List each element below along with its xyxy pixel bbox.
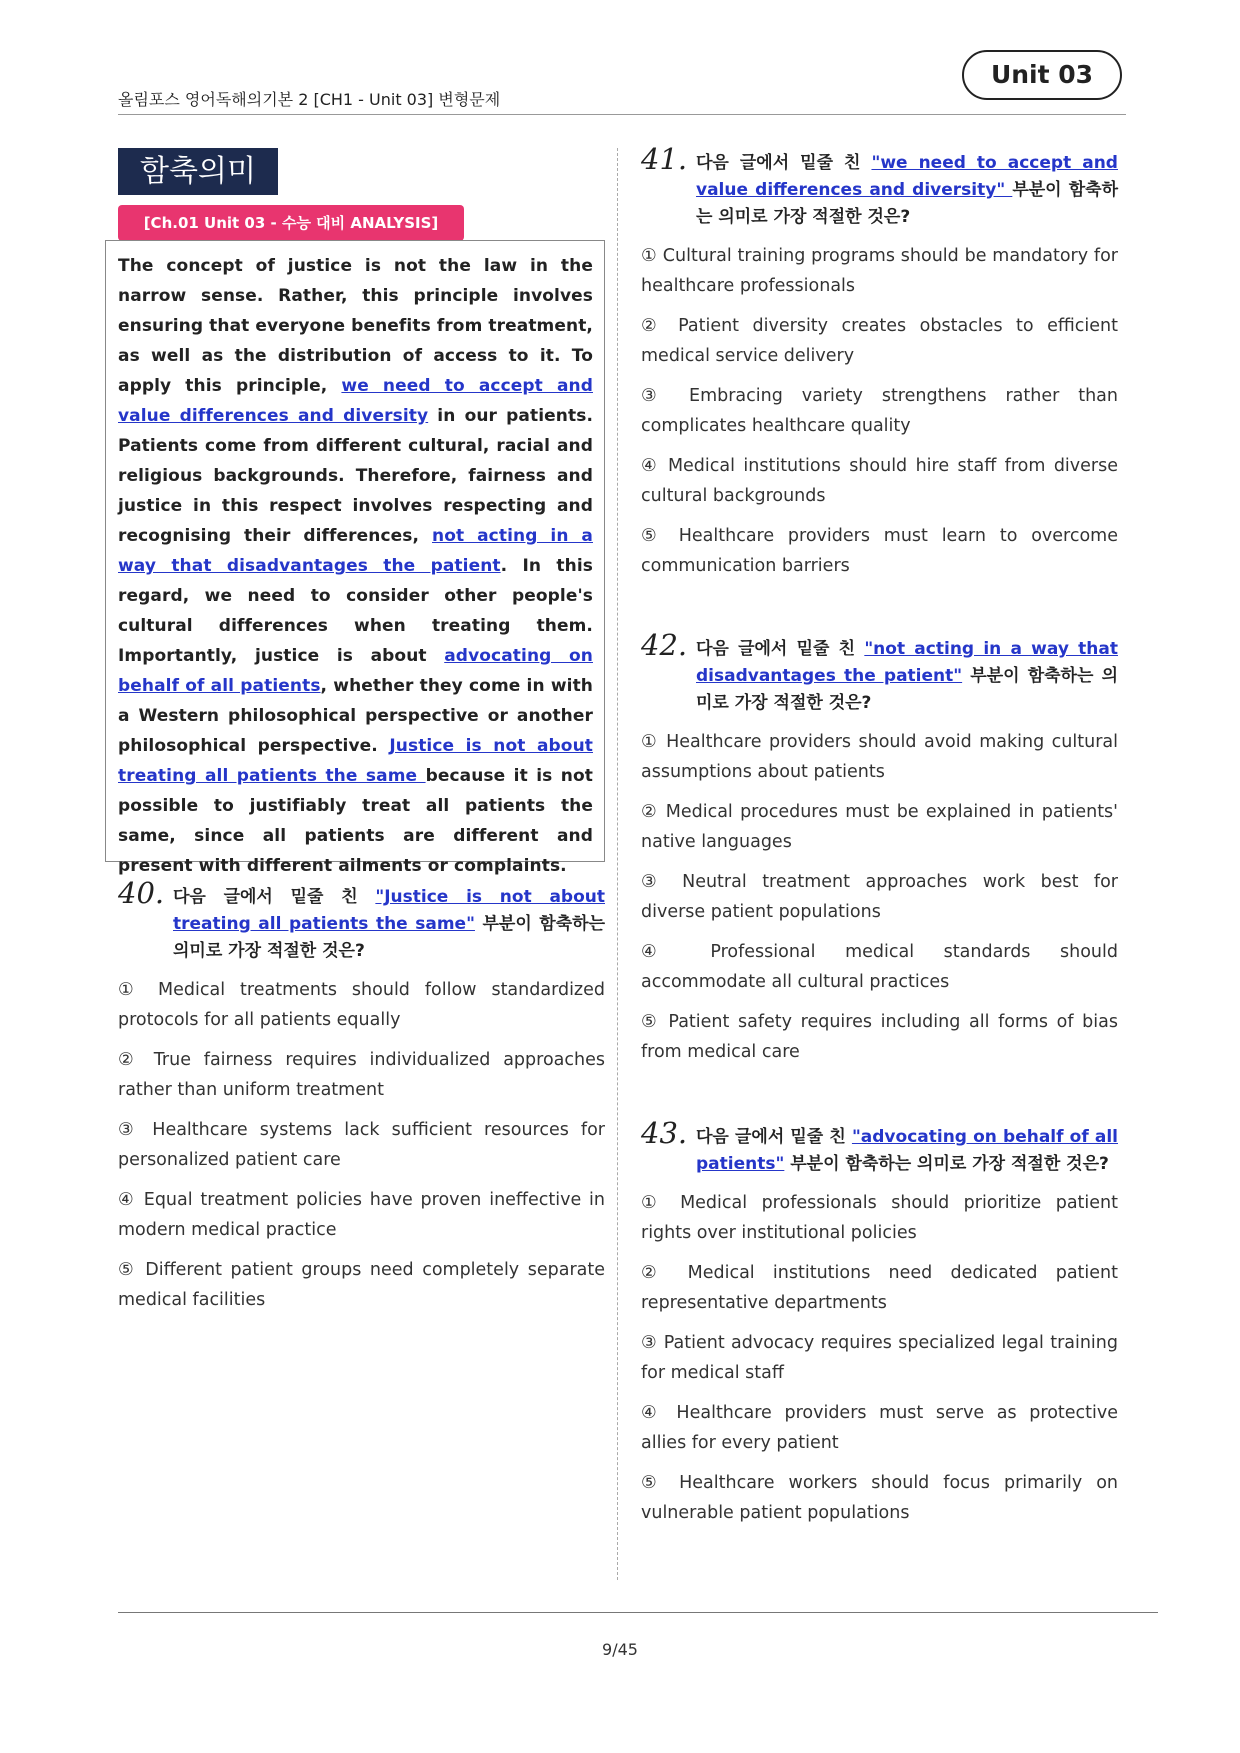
option-list [641,241,1118,581]
question-number: 42. [641,628,688,662]
underlined-phrase-40: Justice is not about treating all patients the same [118,736,593,786]
question-head [641,628,1118,717]
option-3[interactable]: ③ Neutral treatment approaches work best for diverse patient populations [641,872,1118,922]
passage-text: The concept of justice is not the law in the narrow sense. Rather, this principle involves ensuring that everyone benefits from treatment, as well as the distribution of access to it. To apply this principle, [118,256,593,396]
question-head [641,142,1118,231]
option-3[interactable]: ③ Patient advocacy requires specialized legal training for medical staff [641,1333,1118,1383]
option-4[interactable]: ④ Equal treatment policies have proven ineffective in modern medical practice [118,1190,605,1240]
question-40 [118,876,605,1325]
question-prompt: 다음 글에서 밑줄 친 "we need to accept and value differences and diversity" 부분이 함축하는 의미로 가장 적절한 것은? [696,153,1118,227]
question-head [118,876,605,965]
question-quote: "not acting in a way that disadvantages the patient" [696,639,1118,686]
question-number: 43. [641,1116,688,1150]
option-5[interactable]: ⑤ Patient safety requires including all forms of bias from medical care [641,1012,1118,1062]
option-4[interactable]: ④ Healthcare providers must serve as protective allies for every patient [641,1403,1118,1453]
option-4[interactable]: ④ Medical institutions should hire staff from diverse cultural backgrounds [641,456,1118,506]
unit-badge: Unit 03 [962,50,1122,100]
underlined-phrase-41: we need to accept and value differences and diversity [118,376,593,426]
option-5[interactable]: ⑤ Healthcare workers should focus primarily on vulnerable patient populations [641,1473,1118,1523]
option-3[interactable]: ③ Healthcare systems lack sufficient resources for personalized patient care [118,1120,605,1170]
analysis-tag: [Ch.01 Unit 03 - 수능 대비 ANALYSIS] [118,205,464,241]
option-4[interactable]: ④ Professional medical standards should accommodate all cultural practices [641,942,1118,992]
question-42 [641,628,1118,1077]
question-head [641,1116,1118,1178]
option-list [641,727,1118,1067]
question-quote: "Justice is not about treating all patients the same" [173,887,605,934]
passage-text: in our patients. Patients come from different cultural, racial and religious backgrounds. Therefore, fairness and justice in this respect involves respecting and recognising their differences, [118,406,593,546]
option-list [118,975,605,1315]
question-prompt: 다음 글에서 밑줄 친 "advocating on behalf of all patients" 부분이 함축하는 의미로 가장 적절한 것은? [696,1127,1118,1174]
question-prompt: 다음 글에서 밑줄 친 "Justice is not about treating all patients the same" 부분이 함축하는 의미로 가장 적절한 것은? [173,887,605,961]
passage-text: , whether they come in with a Western philosophical perspective or another philosophical perspective. [118,676,594,756]
option-3[interactable]: ③ Embracing variety strengthens rather than complicates healthcare quality [641,386,1118,436]
option-5[interactable]: ⑤ Different patient groups need completely separate medical facilities [118,1260,605,1310]
header-title: 올림포스 영어독해의기본 2 [CH1 - Unit 03] 변형문제 [118,90,501,109]
option-2[interactable]: ② Medical procedures must be explained in patients' native languages [641,802,1118,852]
option-2[interactable]: ② Patient diversity creates obstacles to efficient medical service delivery [641,316,1118,366]
underlined-phrase-42: not acting in a way that disadvantages the patient [118,526,593,576]
question-prompt: 다음 글에서 밑줄 친 "not acting in a way that disadvantages the patient" 부분이 함축하는 의미로 가장 적절한 것은? [696,639,1118,713]
footer-divider [118,1612,1158,1613]
option-1[interactable]: ① Healthcare providers should avoid making cultural assumptions about patients [641,732,1118,782]
option-5[interactable]: ⑤ Healthcare providers must learn to overcome communication barriers [641,526,1118,576]
column-divider [617,148,618,1580]
question-43 [641,1116,1118,1538]
option-1[interactable]: ① Cultural training programs should be mandatory for healthcare professionals [641,246,1118,296]
question-number: 40. [118,876,165,910]
question-41 [641,142,1118,591]
option-2[interactable]: ② True fairness requires individualized approaches rather than uniform treatment [118,1050,605,1100]
option-2[interactable]: ② Medical institutions need dedicated patient representative departments [641,1263,1118,1313]
option-1[interactable]: ① Medical treatments should follow standardized protocols for all patients equally [118,980,605,1030]
question-quote: "we need to accept and value differences and diversity" [696,153,1118,200]
section-title: 함축의미 [118,148,278,195]
option-1[interactable]: ① Medical professionals should prioritize patient rights over institutional policies [641,1193,1118,1243]
passage-text: . In this regard, we need to consider other people's cultural differences when treating them. Importantly, justice is about [118,556,593,666]
passage-text: because it is not possible to justifiably treat all patients the same, since all patients are different and present with different ailments or complaints. [118,766,594,876]
passage-box [105,240,605,876]
header-divider [118,114,1126,115]
question-number: 41. [641,142,688,176]
page-number: 9/45 [602,1640,638,1659]
question-quote: "advocating on behalf of all patients" [696,1127,1118,1174]
underlined-phrase-43: advocating on behalf of all patients [118,646,593,696]
option-list [641,1188,1118,1528]
